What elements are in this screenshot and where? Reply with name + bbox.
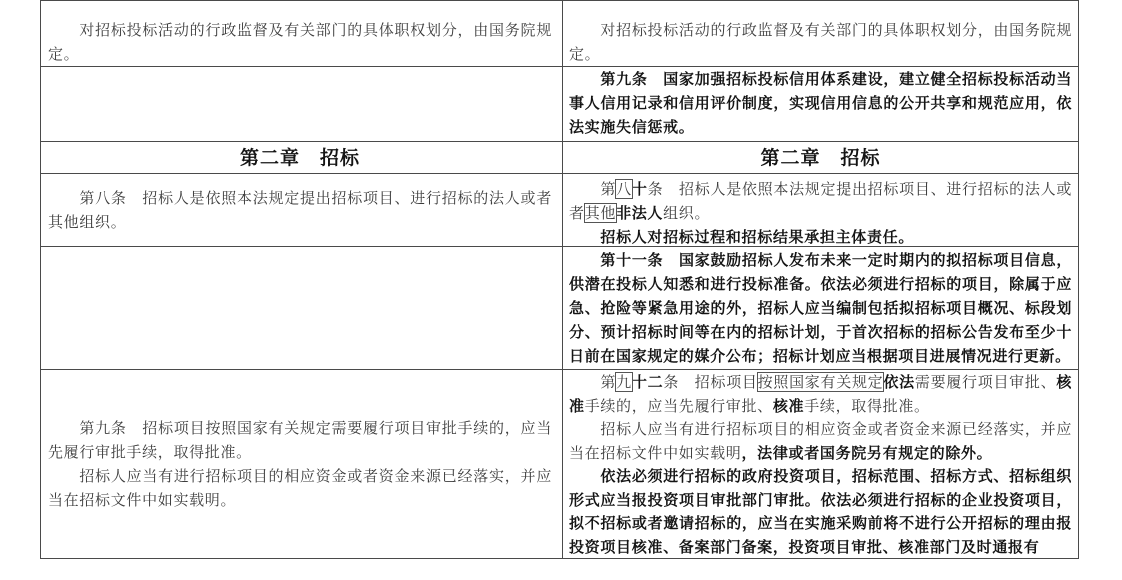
provision-paragraph bbox=[569, 248, 1072, 368]
new-provision-cell bbox=[563, 247, 1078, 369]
text-run: 第 bbox=[600, 373, 617, 391]
added-text: 十 bbox=[631, 180, 648, 198]
new-provision-cell bbox=[563, 67, 1078, 141]
text-run: 条 招标人是依照本法规定提出招标项目、进行招标的法人或者 bbox=[569, 180, 1073, 222]
table-row bbox=[41, 1, 1078, 67]
provision-paragraph bbox=[48, 18, 552, 66]
chapter-heading: 第二章 招标 bbox=[760, 146, 881, 169]
table-row bbox=[41, 174, 1078, 247]
provision-paragraph bbox=[48, 186, 552, 234]
text-run: 第八条 招标人是依照本法规定提出招标项目、进行招标的法人或者其他组织。 bbox=[48, 189, 552, 231]
table-row bbox=[41, 247, 1078, 370]
text-run: 第 bbox=[600, 180, 617, 198]
provision-paragraph bbox=[569, 418, 1072, 465]
text-run: 对招标投标活动的行政监督及有关部门的具体职权划分，由国务院规定。 bbox=[48, 21, 552, 63]
old-provision-cell bbox=[41, 370, 563, 558]
text-run: 第九条 招标项目按照国家有关规定需要履行项目审批手续的，应当先履行审批手续，取得批准。 bbox=[48, 419, 552, 461]
added-text: 十二 bbox=[631, 373, 664, 391]
added-text: 非法人 bbox=[616, 204, 664, 222]
chapter-heading: 第二章 招标 bbox=[239, 146, 360, 169]
table-row bbox=[41, 67, 1078, 142]
table-row bbox=[41, 370, 1078, 559]
provision-paragraph bbox=[569, 177, 1072, 225]
text-run: 招标人应当有进行招标项目的相应资金或者资金来源已经落实，并应当在招标文件中如实载明。 bbox=[48, 467, 552, 509]
deleted-text: 九 bbox=[616, 373, 632, 391]
provision-paragraph bbox=[569, 465, 1072, 558]
new-provision-cell bbox=[563, 1, 1078, 66]
deleted-text: 八 bbox=[616, 180, 632, 198]
added-text: 第九条 国家加强招标投标信用体系建设，建立健全招标投标活动当事人信用记录和信用评价制度，实现信用信息的公开共享和规范应用，依法实施失信惩戒。 bbox=[569, 70, 1072, 136]
deleted-text: 其他 bbox=[584, 204, 617, 222]
old-chapter-cell bbox=[41, 142, 563, 173]
text-run: 对招标投标活动的行政监督及有关部门的具体职权划分，由国务院规定。 bbox=[569, 21, 1072, 63]
old-provision-cell bbox=[41, 1, 563, 66]
provision-paragraph bbox=[569, 67, 1072, 139]
text-run: 手续的，应当先履行审批、 bbox=[584, 396, 773, 415]
new-chapter-cell bbox=[563, 142, 1078, 173]
added-text: 招标人对招标过程和招标结果承担主体责任。 bbox=[600, 228, 914, 246]
deleted-text: 按照国家有关规定 bbox=[757, 373, 884, 391]
text-run: 条 招标项目 bbox=[663, 373, 758, 391]
new-provision-cell bbox=[563, 370, 1078, 558]
added-text: 依法 bbox=[883, 373, 915, 391]
old-provision-cell bbox=[41, 174, 563, 246]
provision-paragraph bbox=[569, 225, 1072, 246]
text-run: 组织。 bbox=[663, 204, 711, 222]
text-run: 手续，取得批准。 bbox=[804, 396, 930, 415]
text-run: 需要履行项目审批、 bbox=[914, 373, 1057, 391]
provision-paragraph bbox=[48, 464, 552, 512]
empty-cell bbox=[41, 247, 563, 369]
added-text: 核准 bbox=[569, 373, 1073, 415]
new-provision-cell bbox=[563, 174, 1078, 246]
added-text: ，法律或者国务院另有规定的除外。 bbox=[741, 443, 993, 462]
added-text: 核准 bbox=[772, 396, 805, 415]
provision-paragraph bbox=[48, 416, 552, 464]
comparison-table bbox=[40, 0, 1079, 559]
chapter-heading-row bbox=[41, 142, 1078, 174]
provision-paragraph bbox=[569, 371, 1072, 418]
added-text: 依法必须进行招标的政府投资项目，招标范围、招标方式、招标组织形式应当报投资项目审批部门审批。依法必须进行招标的企业投资项目，拟不招标或者邀请招标的，应当在实施采购前将不进行公开招标的理由报投资项目核准、备案部门备案，投资项目审批、核准部门及时通报有 bbox=[569, 467, 1072, 556]
text-run: 招标人应当有进行招标项目的相应资金或者资金来源已经落实，并应当在招标文件中如实载明 bbox=[569, 420, 1072, 462]
added-text: 第十一条 国家鼓励招标人发布未来一定时期内的拟招标项目信息，供潜在投标人知悉和进行投标准备。依法必须进行招标的项目，除属于应急、抢险等紧急用途的外，招标人应当编制包括拟招标项目概况、标段划分、预计招标时间等在内的招标计划，于首次招标的招标公告发布至少十日前在国家规定的媒介公布；招标计划应当根据项目进展情况进行更新。 bbox=[569, 251, 1072, 365]
provision-paragraph bbox=[569, 18, 1072, 66]
empty-cell bbox=[41, 67, 563, 141]
